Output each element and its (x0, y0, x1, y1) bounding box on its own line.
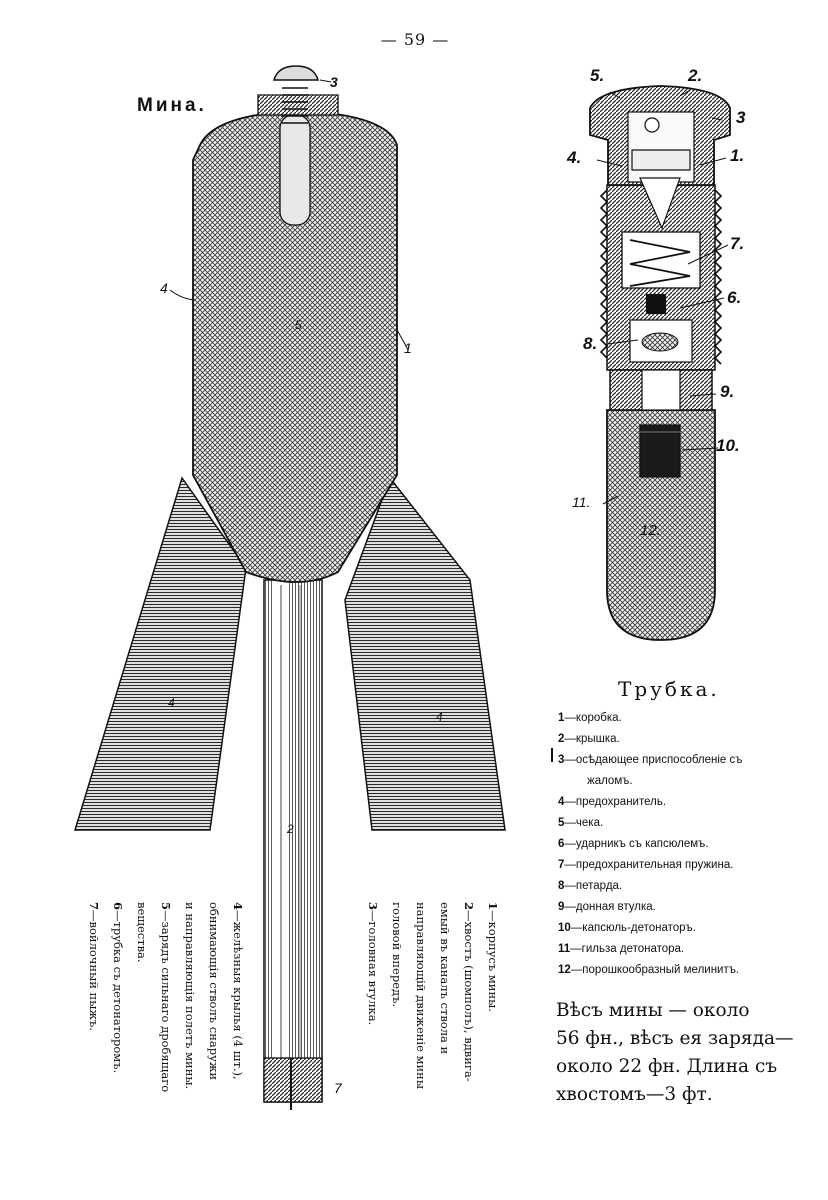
legend-item: 2—крышка. (558, 733, 620, 745)
legend-item: вещества. (135, 902, 149, 963)
legend-item: 1—коробка. (558, 712, 622, 724)
fuze-callout-12: 12. (640, 522, 661, 539)
mine-left-wing (75, 478, 246, 830)
mine-figure-title: Мина. (137, 95, 207, 116)
legend-item: 3—осѣдающее приспособленіе съ (558, 754, 743, 766)
mine-legend-right (361, 902, 505, 1142)
mine-tail-rod (264, 580, 322, 1102)
mine-callout-1: 1 (404, 340, 412, 356)
mine-callout-4-left-wing: 4 (168, 696, 175, 710)
mine-callout-7: 7 (334, 1080, 342, 1096)
legend-item: и направляющія полетъ мины. (183, 902, 197, 1090)
mine-callout-3: 3 (330, 74, 338, 90)
legend-item: 9—донная втулка. (558, 901, 656, 913)
fuze-drawing (590, 86, 730, 640)
fuze-callout-1: 1. (730, 146, 745, 165)
weight-note-line: около 22 фн. Длина съ (556, 1056, 778, 1077)
page-number: — 59 — (380, 30, 450, 49)
fuze-callout-7: 7. (730, 234, 745, 253)
fuze-callout-5: 5. (590, 66, 605, 85)
legend-item: 11—гильза детонатора. (558, 943, 685, 955)
legend-item: направляющій движеніе мины (414, 902, 428, 1089)
legend-item: 5—чека. (558, 817, 604, 829)
weight-note-line: хвостомъ—3 фт. (556, 1084, 713, 1105)
margin-mark (551, 748, 553, 762)
mine-legend-left (82, 902, 250, 1142)
mine-callout-5: 5 (295, 318, 302, 332)
legend-item: обнимающія стволъ снаружи (207, 902, 221, 1081)
legend-item: 4—желѣзныя крылья (4 шт.), (231, 902, 245, 1080)
fuze-callout-3: 3 (736, 108, 746, 127)
legend-item: 4—предохранитель. (558, 796, 667, 808)
weight-note (556, 997, 826, 1109)
mine-callout-4: 4 (160, 280, 168, 296)
fuze-callout-10: 10. (716, 436, 740, 455)
fuze-callout-6: 6. (727, 288, 742, 307)
legend-item: 3—головная втулка. (366, 902, 380, 1026)
fuze-callout-11: 11. (572, 494, 591, 510)
weight-note-line: 56 фн., вѣсъ ея заряда— (556, 1028, 794, 1049)
legend-item: 7—войлочный пыжъ. (87, 902, 101, 1031)
fuze-callout-8: 8. (583, 334, 598, 353)
legend-item: 7—предохранительная пружина. (558, 859, 734, 871)
legend-item: 2—хвостъ (шомполъ), вдвига- (462, 902, 476, 1082)
legend-item: 12—порошкообразный мелинитъ. (558, 964, 740, 976)
legend-item: 10—капсюль-детонаторъ. (558, 922, 696, 934)
weight-note-line: Вѣсъ мины — около (556, 1000, 750, 1021)
legend-item: емый въ каналъ ствола и (438, 902, 452, 1055)
fuze-callout-2: 2. (688, 66, 703, 85)
fuze-figure-title: Трубка. (618, 677, 720, 701)
legend-item: 6—трубка съ детонаторомъ. (111, 902, 125, 1074)
legend-item: 5—зарядъ сильнаго дробящаго (159, 902, 173, 1093)
legend-item: 6—ударникъ съ капсюлемъ. (558, 838, 709, 850)
fuze-legend (558, 708, 823, 981)
mine-callout-4-right-wing: 4 (436, 710, 443, 724)
mine-callout-2: 2 (287, 822, 294, 836)
legend-item-continuation: жаломъ. (587, 775, 633, 787)
legend-item: 1—корпусъ мины. (486, 902, 500, 1012)
mine-right-wing (345, 478, 505, 830)
fuze-callout-4: 4. (567, 148, 582, 167)
fuze-callout-9: 9. (720, 382, 735, 401)
legend-item: 8—петарда. (558, 880, 623, 892)
mine-felt-wad (264, 1058, 322, 1102)
legend-item: головой впередъ. (390, 902, 404, 1008)
